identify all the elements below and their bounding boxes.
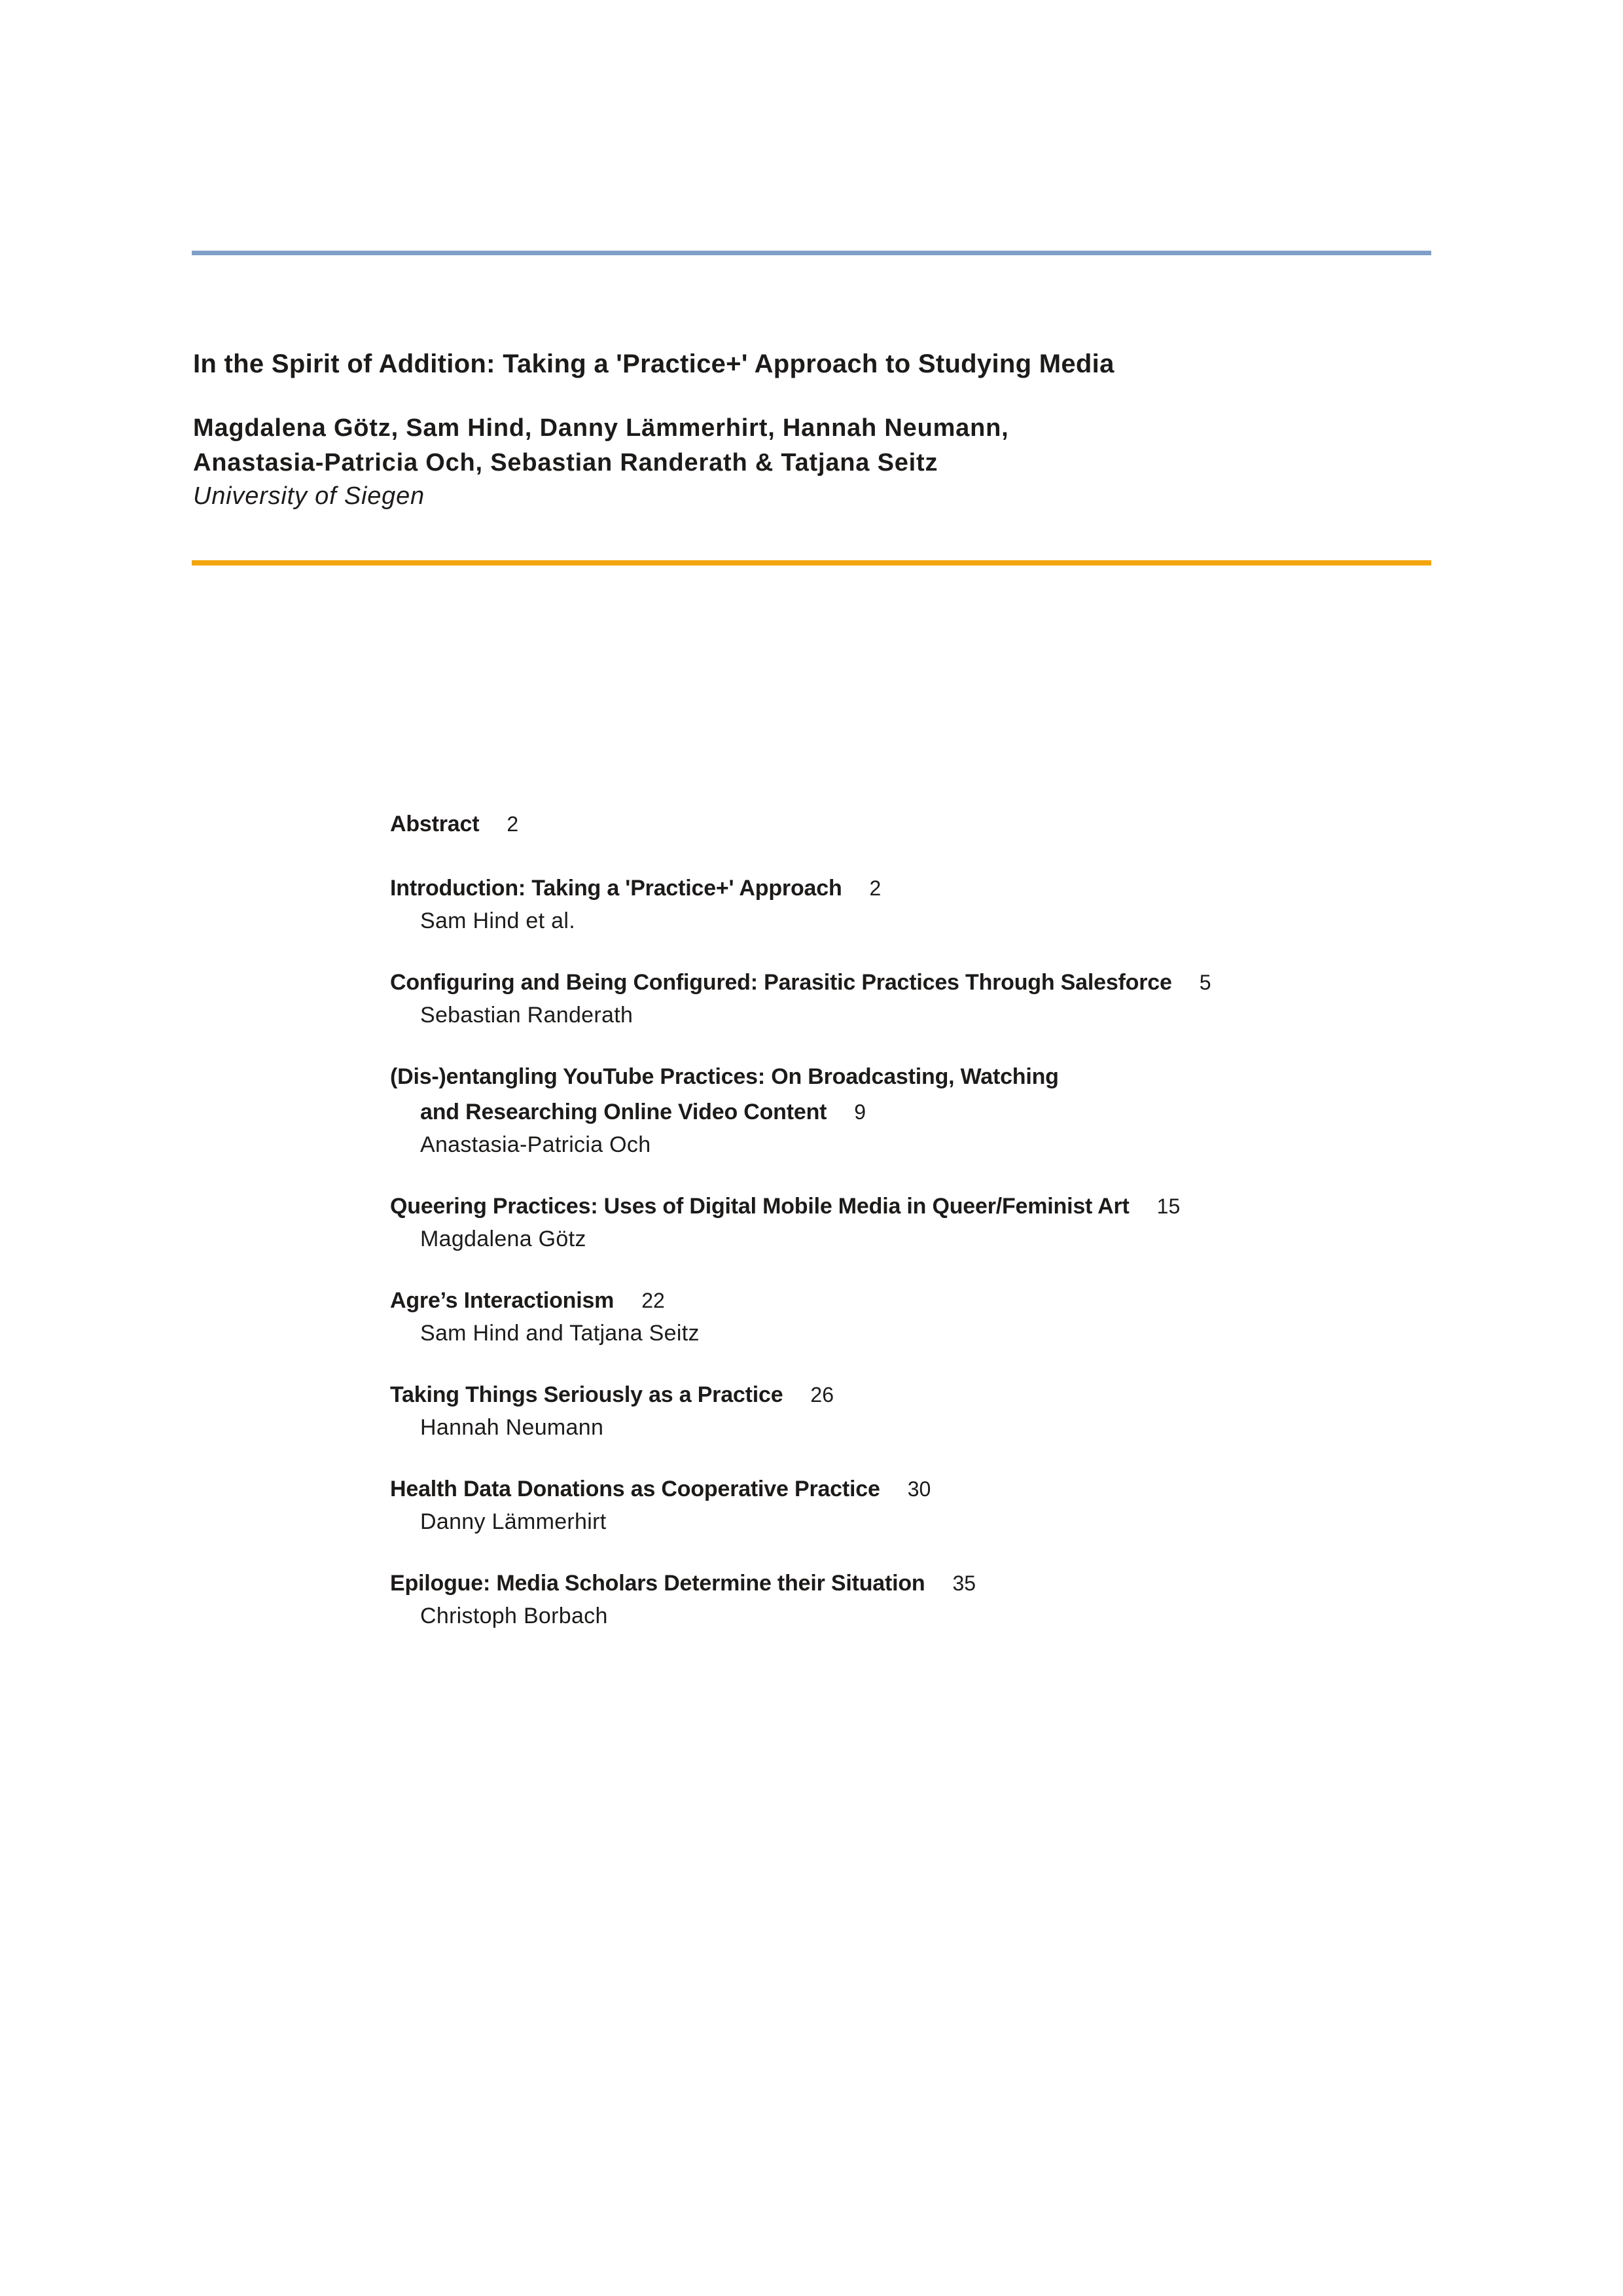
toc-entry xyxy=(390,870,1411,936)
toc-entry-title xyxy=(390,1377,1411,1412)
toc-entry xyxy=(390,1283,1411,1348)
toc-entry-title-line: (Dis-)entangling YouTube Practices: On Broadcasting, Watching xyxy=(390,1064,1059,1089)
affiliation: University of Siegen xyxy=(193,482,425,510)
toc-entry-page-number: 5 xyxy=(1199,971,1211,994)
toc-entry xyxy=(390,1189,1411,1254)
toc-entry xyxy=(390,806,1411,842)
toc-entry-title-line: and Researching Online Video Content 9 xyxy=(420,1100,866,1124)
toc-entry-title-line: Health Data Donations as Cooperative Practice 30 xyxy=(390,1477,931,1501)
toc-entry-page-number: 2 xyxy=(869,876,882,900)
header-top-rule xyxy=(192,251,1431,255)
toc-entry-page-number: 22 xyxy=(641,1289,665,1312)
toc-entry-title xyxy=(390,1566,1411,1601)
toc-entry-title xyxy=(390,1059,1411,1130)
toc-entry xyxy=(390,1377,1411,1443)
toc-entry-title-line: Introduction: Taking a 'Practice+' Approach 2 xyxy=(390,876,882,901)
toc-entry-title xyxy=(390,1189,1411,1224)
toc-entry-title-line: Taking Things Seriously as a Practice 26 xyxy=(390,1382,834,1407)
toc-entry-author: Sebastian Randerath xyxy=(420,1003,633,1028)
toc-entry xyxy=(390,965,1411,1030)
toc-entry-page-number: 35 xyxy=(952,1571,976,1595)
toc-entry-author: Sam Hind et al. xyxy=(420,908,575,933)
toc-entry-page-number: 30 xyxy=(907,1477,931,1501)
page-title: In the Spirit of Addition: Taking a 'Practice+' Approach to Studying Media xyxy=(193,350,1115,378)
toc-entry xyxy=(390,1471,1411,1537)
toc-entry-page-number: 2 xyxy=(507,812,519,836)
toc-entry-title-line: Configuring and Being Configured: Parasitic Practices Through Salesforce 5 xyxy=(390,970,1211,995)
toc-entry-title-line: Abstract 2 xyxy=(390,812,519,836)
toc-entry-page-number: 26 xyxy=(810,1383,834,1407)
toc-entry-author: Magdalena Götz xyxy=(420,1227,586,1251)
toc-entry-title xyxy=(390,1471,1411,1507)
toc-entry-author: Christoph Borbach xyxy=(420,1604,608,1628)
toc-entry-title xyxy=(390,870,1411,906)
toc-entry-title xyxy=(390,806,1411,842)
toc-entry xyxy=(390,1566,1411,1631)
toc-entry xyxy=(390,1059,1411,1160)
authors-line-2: Anastasia-Patricia Och, Sebastian Randerath & Tatjana Seitz xyxy=(193,449,938,476)
toc-entry-title-line: Epilogue: Media Scholars Determine their Situation 35 xyxy=(390,1571,976,1596)
toc-entry-title-line: Agre’s Interactionism 22 xyxy=(390,1288,665,1313)
toc-entry-page-number: 9 xyxy=(854,1100,866,1124)
toc-entry-author: Hannah Neumann xyxy=(420,1415,604,1440)
toc-entry-author: Anastasia-Patricia Och xyxy=(420,1132,651,1157)
toc-entry-page-number: 15 xyxy=(1156,1194,1181,1218)
toc-entry-author: Sam Hind and Tatjana Seitz xyxy=(420,1321,700,1346)
toc-entry-title xyxy=(390,1283,1411,1318)
header-accent-rule xyxy=(192,560,1431,565)
authors-line-1: Magdalena Götz, Sam Hind, Danny Lämmerhirt, Hannah Neumann, xyxy=(193,414,1009,442)
toc-entry-title xyxy=(390,965,1411,1000)
authors-block xyxy=(193,411,1009,480)
toc-entry-author: Danny Lämmerhirt xyxy=(420,1509,607,1534)
table-of-contents xyxy=(390,806,1411,1660)
toc-entry-title-line: Queering Practices: Uses of Digital Mobile Media in Queer/Feminist Art 15 xyxy=(390,1194,1181,1219)
